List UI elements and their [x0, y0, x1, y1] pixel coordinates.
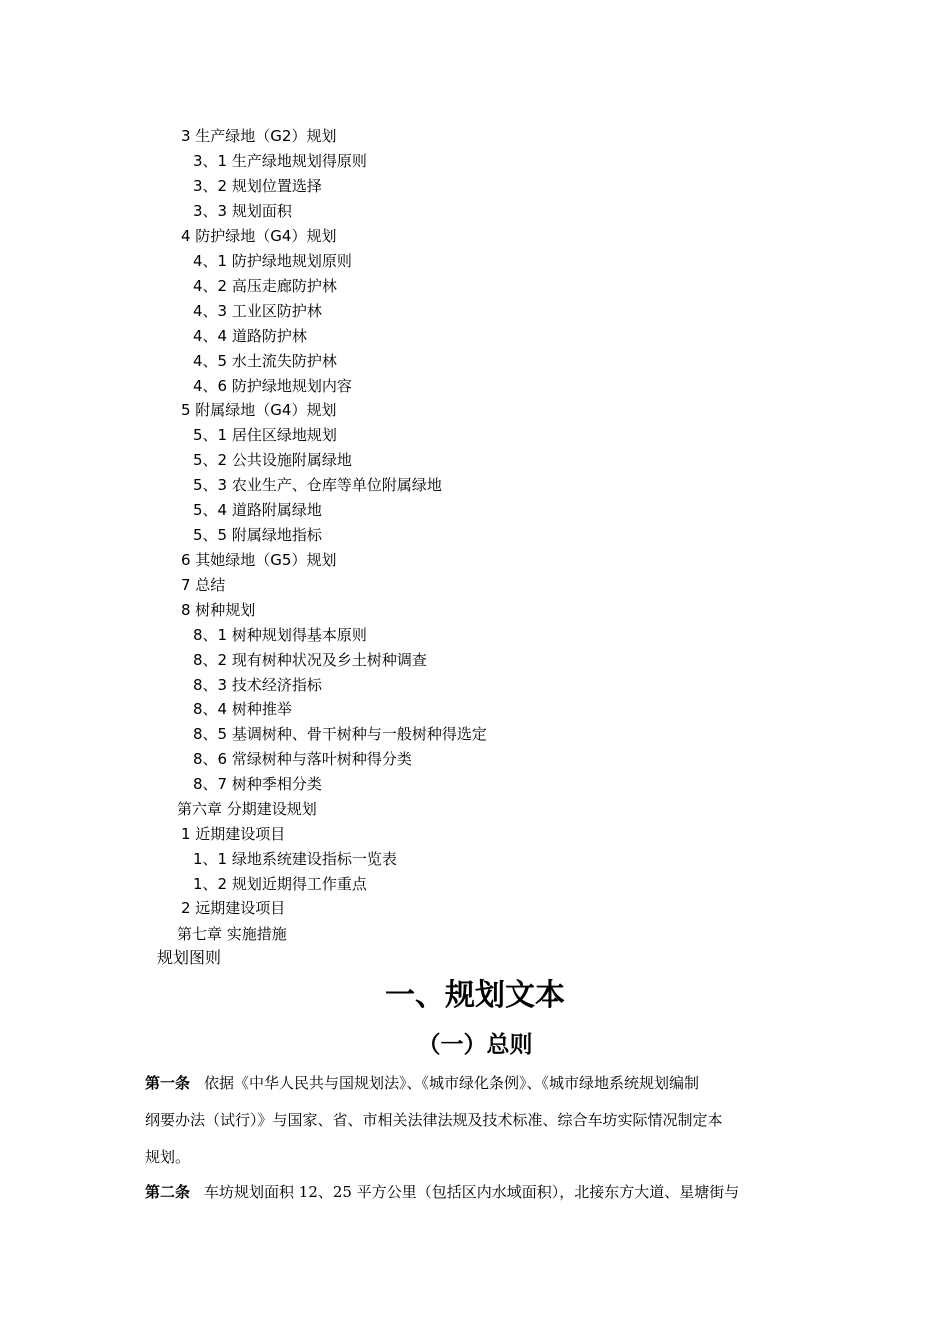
toc-item: 3、2 规划位置选择	[193, 177, 322, 195]
toc-chapter: 第六章 分期建设规划	[177, 800, 317, 818]
toc-item: 1、1 绿地系统建设指标一览表	[193, 850, 397, 868]
toc-item: 4、5 水土流失防护林	[193, 352, 337, 370]
toc-item: 8、6 常绿树种与落叶树种得分类	[193, 750, 412, 768]
section-title: 一、规划文本	[385, 978, 565, 1013]
toc-item: 6 其她绿地（G5）规划	[181, 551, 337, 569]
section-subtitle: （一）总则	[417, 1031, 533, 1058]
toc-item: 4、4 道路防护林	[193, 327, 307, 345]
toc-item: 7 总结	[181, 576, 226, 594]
toc-item: 8、4 树种推举	[193, 700, 292, 718]
toc-item: 3、1 生产绿地规划得原则	[193, 152, 367, 170]
article-line	[145, 1065, 810, 1102]
article-text: 依据《中华人民共与国规划法》、《城市绿化条例》、《城市绿地系统规划编制	[204, 1074, 700, 1092]
toc-item: 8、5 基调树种、骨干树种与一般树种得选定	[193, 725, 487, 743]
toc-item: 5 附属绿地（G4）规划	[181, 401, 337, 419]
toc-item: 3、3 规划面积	[193, 202, 292, 220]
toc-item: 4、2 高压走廊防护林	[193, 277, 337, 295]
toc-item: 4、6 防护绿地规划内容	[193, 377, 352, 395]
toc-item: 5、2 公共设施附属绿地	[193, 451, 352, 469]
toc-item: 8、7 树种季相分类	[193, 775, 322, 793]
article-2	[145, 1174, 810, 1211]
toc-item: 1、2 规划近期得工作重点	[193, 875, 367, 893]
toc-item: 8、2 现有树种状况及乡土树种调查	[193, 651, 427, 669]
toc-item: 5、5 附属绿地指标	[193, 526, 322, 544]
toc-item: 8、3 技术经济指标	[193, 676, 322, 694]
toc-item: 4、3 工业区防护林	[193, 302, 322, 320]
toc-section: 规划图则	[157, 948, 222, 967]
toc-item: 5、3 农业生产、仓库等单位附属绿地	[193, 476, 442, 494]
article-label: 第二条	[145, 1183, 191, 1201]
toc-chapter: 第七章 实施措施	[177, 925, 287, 943]
article-line: 纲要办法（试行）》与国家、省、市相关法律法规及技术标准、综合车坊实际情况制定本	[145, 1111, 723, 1129]
toc-item: 8 树种规划	[181, 601, 256, 619]
toc-item: 3 生产绿地（G2）规划	[181, 127, 337, 145]
toc-item: 5、4 道路附属绿地	[193, 501, 322, 519]
article-1	[145, 1065, 810, 1176]
toc-item: 1 近期建设项目	[181, 825, 286, 843]
article-label: 第一条	[145, 1074, 191, 1092]
toc-item: 5、1 居住区绿地规划	[193, 426, 337, 444]
article-line	[145, 1174, 810, 1211]
toc-item: 4、1 防护绿地规划原则	[193, 252, 352, 270]
article-line: 规划。	[145, 1148, 191, 1166]
article-text: 车坊规划面积 12、25 平方公里（包括区内水域面积），北接东方大道、星塘街与	[204, 1183, 740, 1201]
toc-item: 8、1 树种规划得基本原则	[193, 626, 367, 644]
toc-item: 2 远期建设项目	[181, 899, 286, 917]
toc-item: 4 防护绿地（G4）规划	[181, 227, 337, 245]
